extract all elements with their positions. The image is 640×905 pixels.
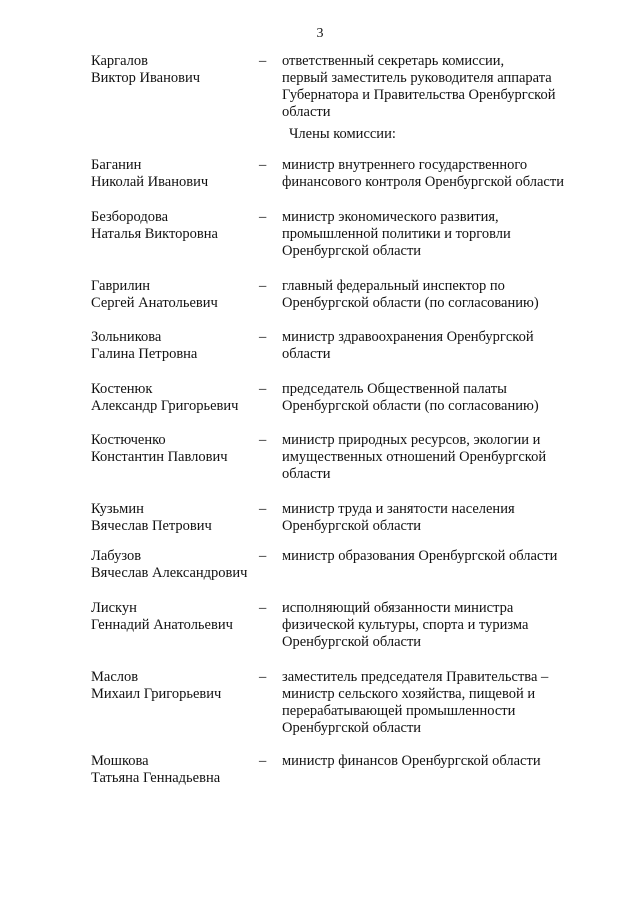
member-role: [282, 157, 592, 191]
role-line: министр финансов Оренбургской области: [282, 753, 541, 769]
role-line: области: [282, 466, 331, 482]
member-surname: Костенюк: [91, 381, 153, 397]
member-surname: Мошкова: [91, 753, 149, 769]
separator-dash: –: [259, 669, 267, 685]
member-surname: Гаврилин: [91, 278, 151, 294]
members-heading: Члены комиссии:: [289, 126, 396, 142]
role-line: председатель Общественной палаты: [282, 381, 507, 397]
member-given-name: Вячеслав Александрович: [91, 565, 248, 581]
role-line: исполняющий обязанности министра: [282, 600, 514, 616]
role-line: Оренбургской области: [282, 720, 422, 736]
member-role: [282, 381, 592, 415]
separator-dash: –: [259, 548, 267, 564]
member-surname: Лабузов: [91, 548, 142, 564]
role-line: Оренбургской области (по согласованию): [282, 295, 539, 311]
member-surname: Безбородова: [91, 209, 169, 225]
member-role: [282, 432, 592, 483]
role-line: области: [282, 104, 331, 120]
role-line: финансового контроля Оренбургской области: [282, 174, 564, 190]
member-role: [282, 209, 592, 260]
member-given-name: Виктор Иванович: [91, 70, 201, 86]
separator-dash: –: [259, 209, 267, 225]
member-given-name: Татьяна Геннадьевна: [91, 770, 221, 786]
role-line: министр природных ресурсов, экологии и: [282, 432, 541, 448]
member-surname: Каргалов: [91, 53, 149, 69]
member-surname: Маслов: [91, 669, 139, 685]
member-role: [282, 329, 592, 363]
role-line: министр внутреннего государственного: [282, 157, 528, 173]
role-line: первый заместитель руководителя аппарата: [282, 70, 552, 86]
role-line: Губернатора и Правительства Оренбургской: [282, 87, 556, 103]
separator-dash: –: [259, 157, 267, 173]
role-line: министр труда и занятости населения: [282, 501, 515, 517]
role-line: Оренбургской области (по согласованию): [282, 398, 539, 414]
member-surname: Кузьмин: [91, 501, 144, 517]
member-given-name: Константин Павлович: [91, 449, 228, 465]
member-given-name: Галина Петровна: [91, 346, 198, 362]
member-role: [282, 600, 592, 651]
role-line: заместитель председателя Правительства –: [282, 669, 549, 685]
member-role: [282, 669, 592, 737]
member-given-name: Геннадий Анатольевич: [91, 617, 233, 633]
separator-dash: –: [259, 53, 267, 69]
role-line: министр образования Оренбургской области: [282, 548, 558, 564]
separator-dash: –: [259, 329, 267, 345]
role-line: имущественных отношений Оренбургской: [282, 449, 547, 465]
role-line: промышленной политики и торговли: [282, 226, 511, 242]
role-line: физической культуры, спорта и туризма: [282, 617, 529, 633]
member-role: [282, 753, 592, 770]
member-surname: Баганин: [91, 157, 142, 173]
role-line: Оренбургской области: [282, 634, 422, 650]
member-surname: Лискун: [91, 600, 137, 616]
page-number: 3: [316, 26, 324, 41]
separator-dash: –: [259, 432, 267, 448]
separator-dash: –: [259, 753, 267, 769]
member-given-name: Михаил Григорьевич: [91, 686, 222, 702]
member-given-name: Николай Иванович: [91, 174, 209, 190]
role-line: Оренбургской области: [282, 243, 422, 259]
role-line: ответственный секретарь комиссии,: [282, 53, 505, 69]
member-role: [282, 278, 592, 312]
member-given-name: Сергей Анатольевич: [91, 295, 218, 311]
separator-dash: –: [259, 600, 267, 616]
member-role: [282, 501, 592, 535]
role-line: перерабатывающей промышленности: [282, 703, 516, 719]
member-surname: Костюченко: [91, 432, 166, 448]
separator-dash: –: [259, 501, 267, 517]
role-line: главный федеральный инспектор по: [282, 278, 505, 294]
role-line: министр экономического развития,: [282, 209, 499, 225]
separator-dash: –: [259, 381, 267, 397]
role-line: министр сельского хозяйства, пищевой и: [282, 686, 536, 702]
member-role: [282, 53, 592, 121]
member-given-name: Вячеслав Петрович: [91, 518, 212, 534]
role-line: министр здравоохранения Оренбургской: [282, 329, 534, 345]
member-given-name: Наталья Викторовна: [91, 226, 218, 242]
member-given-name: Александр Григорьевич: [91, 398, 239, 414]
separator-dash: –: [259, 278, 267, 294]
role-line: Оренбургской области: [282, 518, 422, 534]
member-surname: Зольникова: [91, 329, 162, 345]
member-role: [282, 548, 592, 565]
role-line: области: [282, 346, 331, 362]
